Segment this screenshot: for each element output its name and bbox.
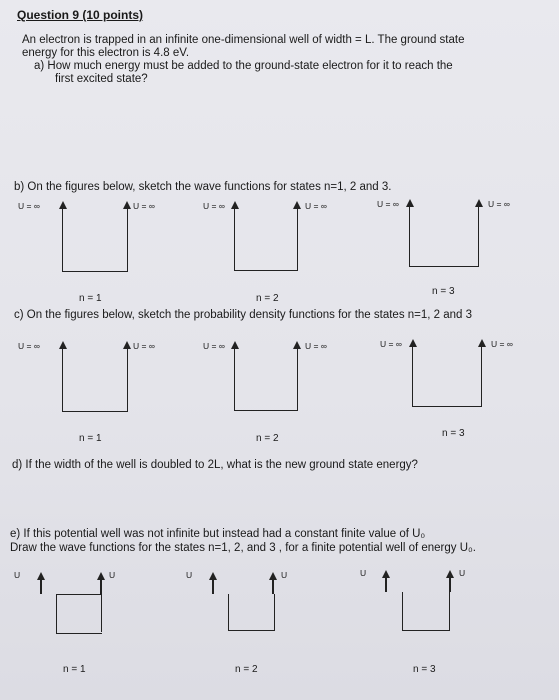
up-arrow-icon	[231, 341, 239, 349]
well-c3-n-label: n = 3	[442, 428, 465, 439]
well-e2-n-label: n = 2	[235, 664, 258, 675]
up-arrow-icon	[37, 572, 45, 580]
part-d-text: d) If the width of the well is doubled to 2L, what is the new ground state energy?	[12, 459, 418, 471]
well-c2-n-label: n = 2	[256, 433, 279, 444]
well-c1-right-label: U = ∞	[133, 341, 155, 351]
well-e3-n-label: n = 3	[413, 664, 436, 675]
well-e3-right-label: U	[459, 568, 466, 578]
well-b1-left-label: U = ∞	[18, 201, 40, 211]
well-c2	[234, 349, 298, 411]
well-e1-left-stem	[40, 580, 42, 594]
well-c2-left-label: U = ∞	[203, 341, 225, 351]
part-b-text: b) On the figures below, sketch the wave functions for states n=1, 2 and 3.	[14, 181, 392, 193]
well-b3-right-label: U = ∞	[488, 199, 510, 209]
part-e-line-1: e) If this potential well was not infinite but instead had a constant finite value of U₀	[10, 528, 426, 540]
well-b1	[62, 209, 128, 272]
well-c3	[412, 347, 482, 407]
well-c1-n-label: n = 1	[79, 433, 102, 444]
well-e1-inner	[56, 594, 102, 632]
part-a-line-1: a) How much energy must be added to the ground-state electron for it to reach the	[34, 60, 453, 72]
well-e3	[402, 592, 450, 631]
well-e2-left-stem	[212, 580, 214, 594]
well-b1-n-label: n = 1	[79, 293, 102, 304]
well-e1-n-label: n = 1	[63, 664, 86, 675]
up-arrow-icon	[123, 201, 131, 209]
part-e-line-2: Draw the wave functions for the states n=1, 2, and 3 , for a finite potential well of energy U₀.	[10, 542, 476, 554]
part-a-line-2: first excited state?	[55, 73, 148, 85]
up-arrow-icon	[293, 341, 301, 349]
well-e3-left-label: U	[360, 568, 367, 578]
up-arrow-icon	[406, 199, 414, 207]
up-arrow-icon	[382, 570, 390, 578]
up-arrow-icon	[409, 339, 417, 347]
up-arrow-icon	[123, 341, 131, 349]
up-arrow-icon	[231, 201, 239, 209]
well-e2	[228, 594, 275, 631]
well-b3-n-label: n = 3	[432, 286, 455, 297]
well-b2-n-label: n = 2	[256, 293, 279, 304]
well-b2	[234, 209, 298, 271]
up-arrow-icon	[59, 201, 67, 209]
up-arrow-icon	[59, 341, 67, 349]
up-arrow-icon	[209, 572, 217, 580]
well-b3	[409, 207, 479, 267]
well-b2-right-label: U = ∞	[305, 201, 327, 211]
up-arrow-icon	[97, 572, 105, 580]
intro-line-2: energy for this electron is 4.8 eV.	[22, 47, 190, 59]
part-c-text: c) On the figures below, sketch the probability density functions for the states n=1, 2 and 3	[14, 309, 473, 321]
well-e3-right-stem	[449, 578, 451, 592]
well-c2-right-label: U = ∞	[305, 341, 327, 351]
question-title: Question 9 (10 points)	[17, 8, 144, 22]
up-arrow-icon	[475, 199, 483, 207]
well-e2-right-stem	[272, 580, 274, 594]
well-e1-right-label: U	[109, 570, 116, 580]
up-arrow-icon	[478, 339, 486, 347]
intro-line-1: An electron is trapped in an infinite one-dimensional well of width = L. The ground state	[22, 34, 465, 46]
well-c1-left-label: U = ∞	[18, 341, 40, 351]
up-arrow-icon	[446, 570, 454, 578]
well-b2-left-label: U = ∞	[203, 201, 225, 211]
well-c3-right-label: U = ∞	[491, 339, 513, 349]
well-c1	[62, 349, 128, 412]
up-arrow-icon	[269, 572, 277, 580]
up-arrow-icon	[293, 201, 301, 209]
well-e1-left-label: U	[14, 570, 21, 580]
well-b3-left-label: U = ∞	[377, 199, 399, 209]
well-e2-left-label: U	[186, 570, 193, 580]
well-e2-right-label: U	[281, 570, 288, 580]
well-e1-right-stem	[100, 580, 102, 594]
well-c3-left-label: U = ∞	[380, 339, 402, 349]
well-e3-left-stem	[385, 578, 387, 592]
well-b1-right-label: U = ∞	[133, 201, 155, 211]
